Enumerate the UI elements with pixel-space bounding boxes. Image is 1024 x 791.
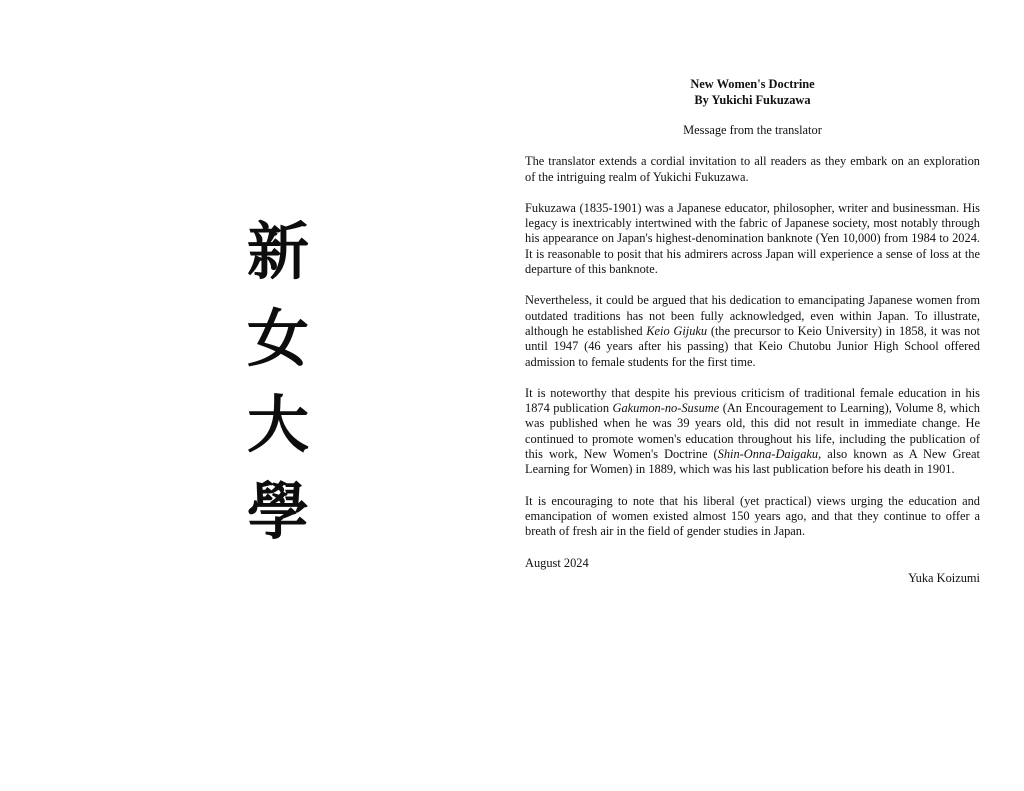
paragraph-2 bbox=[525, 201, 980, 277]
paragraph-text: Fukuzawa (1835-1901) was a Japanese educator, philosopher, writer and businessman. His legacy is inextricably intertwined with the fabric of Japanese society, most notably through his appearance on Japan's highest-denomination banknote (Yen 10,000) from 1984 to 2024. It is reasonable to posit that his admirers across Japan will experience a sense of loss at the departure of this banknote. bbox=[525, 200, 980, 277]
paragraph-3 bbox=[525, 293, 980, 369]
document-title: New Women's Doctrine bbox=[690, 77, 815, 91]
calligraphy-char-shin: 新 bbox=[246, 215, 309, 288]
translator-signature: Yuka Koizumi bbox=[908, 570, 980, 585]
paragraph-text: (the precursor to Keio University) in 1858, it was not until 1947 (46 years after his passing) that Keio Chutobu Junior High School offered admission to female students for the first time. bbox=[525, 323, 980, 369]
calligraphy-char-onna: 女 bbox=[246, 301, 309, 375]
paragraph-text: Nevertheless, it could be argued that his dedication to emancipating Japanese women from outdated traditions has not been fully acknowledged, even within Japan. To illustrate, although he established bbox=[525, 293, 980, 338]
message-date: August 2024 bbox=[525, 555, 589, 570]
paragraph-text: The translator extends a cordial invitation to all readers as they embark on an exploration of the intriguing realm of Yukichi Fukuzawa. bbox=[525, 154, 980, 184]
paragraph-text: It is noteworthy that despite his previous criticism of traditional female education in his 1874 publication bbox=[525, 385, 980, 416]
paragraph-5 bbox=[525, 494, 980, 540]
translator-message-page bbox=[525, 77, 980, 586]
paragraph-text: (An Encouragement to Learning), Volume 8, which was published when he was 39 years old, this did not result in immediate change. He continued to promote women's education throughout his life, including the publication of this work, New Women's Doctrine ( bbox=[525, 401, 980, 462]
italic-title-text: Keio Gijuku bbox=[646, 323, 708, 338]
paragraph-1 bbox=[525, 154, 980, 185]
section-heading: Message from the translator bbox=[683, 123, 822, 137]
paragraph-text: It is encouraging to note that his liberal (yet practical) views urging the education and emancipation of women existed almost 150 years ago, and that they continue to offer a breath of fresh air in the field of gender studies in Japan. bbox=[525, 493, 980, 539]
calligraphy-char-dai: 大 bbox=[246, 388, 309, 462]
message-body bbox=[525, 154, 980, 539]
calligraphy-title bbox=[232, 212, 324, 552]
italic-title-text: Shin-Onna-Daigaku bbox=[717, 447, 819, 462]
italic-title-text: Gakumon-no-Susume bbox=[612, 401, 720, 416]
paragraph-4 bbox=[525, 386, 980, 478]
paragraph-text: , also known as A New Great Learning for Women) in 1889, which was his last publication before his death in 1901. bbox=[525, 447, 980, 477]
calligraphy-char-gaku: 學 bbox=[246, 474, 309, 548]
document-byline: By Yukichi Fukuzawa bbox=[694, 92, 811, 107]
